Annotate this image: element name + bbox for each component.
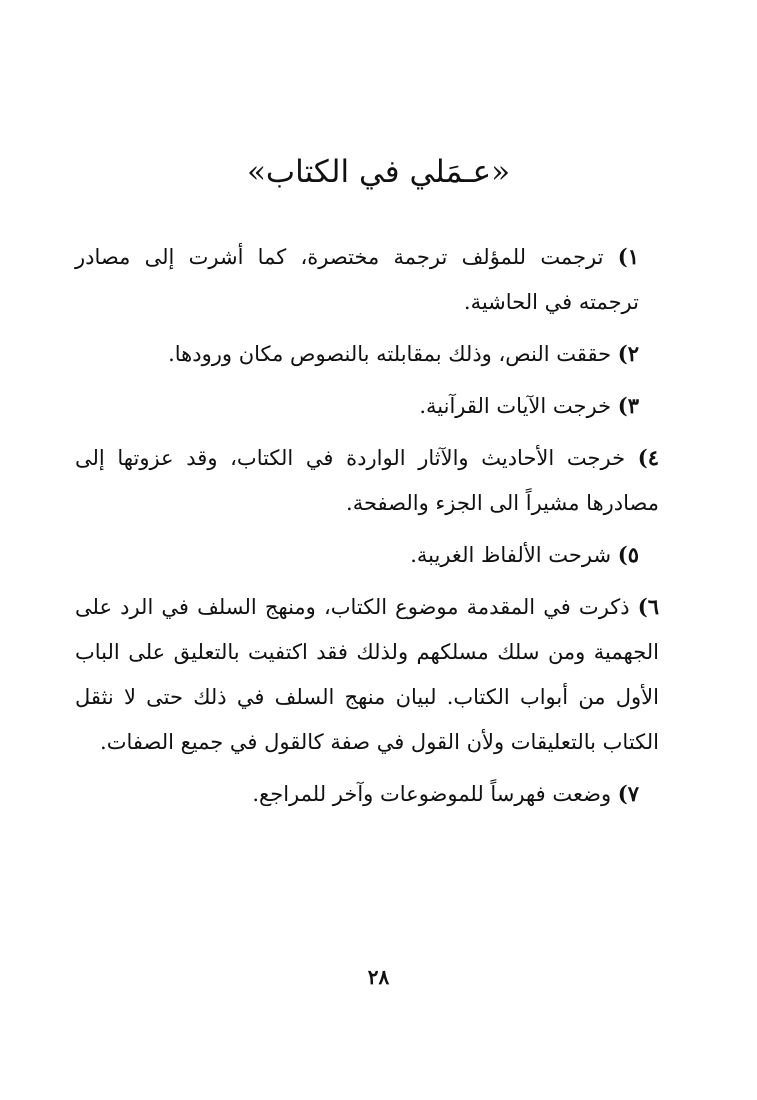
item-number: ٦) xyxy=(637,594,660,619)
item-text: خرجت الأحاديث والآثار الواردة في الكتاب، وقد عزوتها إلى مصادرها مشيراً الى الجزء والصفحة. xyxy=(75,446,659,515)
item-number: ٧) xyxy=(617,781,639,806)
list-item xyxy=(75,234,659,325)
list-item xyxy=(75,331,659,377)
page-number: ٢٨ xyxy=(367,965,390,989)
page-title: «عـمَلي في الكتاب» xyxy=(246,154,511,190)
item-number: ٥) xyxy=(617,542,639,567)
item-number: ٢) xyxy=(617,341,639,366)
item-number: ٣) xyxy=(617,393,639,418)
item-text: ذكرت في المقدمة موضوع الكتاب، ومنهج السلف في الرد على الجهمية ومن سلك مسلكهم ولذلك فقد اكتفيت بالتعليق على الباب الأول من أبواب الكتاب. لبيان منهج السلف في ذلك حتى لا نثقل الكتاب بالتعليقات ولأن القول في صفة كالقول في جميع الصفات. xyxy=(75,595,659,754)
numbered-list xyxy=(75,234,659,823)
item-text: حققت النص، وذلك بمقابلته بالنصوص مكان ورودها. xyxy=(168,342,612,366)
item-number: ١) xyxy=(617,244,639,269)
list-item xyxy=(75,584,659,765)
item-text: ترجمت للمؤلف ترجمة مختصرة، كما أشرت إلى مصادر ترجمته في الحاشية. xyxy=(75,245,639,314)
item-text: خرجت الآيات القرآنية. xyxy=(419,394,612,418)
list-item xyxy=(75,435,659,526)
list-item xyxy=(75,771,659,817)
item-number: ٤) xyxy=(637,445,659,470)
item-text: شرحت الألفاظ الغريبة. xyxy=(410,543,612,567)
item-text: وضعت فهرساً للموضوعات وآخر للمراجع. xyxy=(252,782,612,806)
list-item xyxy=(75,532,659,578)
list-item xyxy=(75,383,659,429)
